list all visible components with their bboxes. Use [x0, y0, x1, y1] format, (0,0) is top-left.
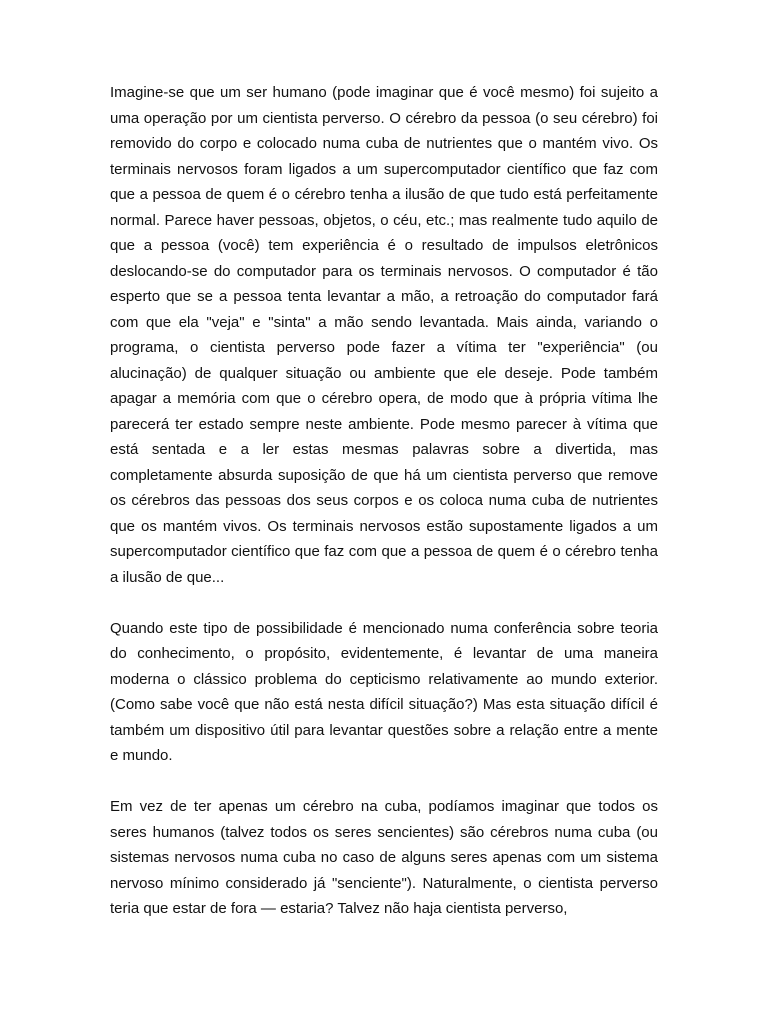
- document-page: [110, 80, 658, 947]
- paragraph-2: Quando este tipo de possibilidade é mencionado numa conferência sobre teoria do conhecimento, o propósito, evidentemente, é levantar de uma maneira moderna o clássico problema do cepticismo relativamente ao mundo exterior. (Como sabe você que não está nesta difícil situação?) Mas esta situação difícil é também um dispositivo útil para levantar questões sobre a relação entre a mente e mundo.: [110, 619, 658, 764]
- paragraph-1: Imagine-se que um ser humano (pode imaginar que é você mesmo) foi sujeito a uma operação por um cientista perverso. O cérebro da pessoa (o seu cérebro) foi removido do corpo e colocado numa cuba de nutrientes que o mantém vivo. Os terminais nervosos foram ligados a um supercomputador científico que faz com que a pessoa de quem é o cérebro tenha a ilusão de que tudo está perfeitamente normal. Parece haver pessoas, objetos, o céu, etc.; mas realmente tudo aquilo de que a pessoa (você) tem experiência é o resultado de impulsos eletrônicos deslocando-se do computador para os terminais nervosos. O computador é tão esperto que se a pessoa tenta levantar a mão, a retroação do computador fará com que ela "veja" e "sinta" a mão sendo levantada. Mais ainda, variando o programa, o cientista perverso pode fazer a vítima ter "experiência" (ou alucinação) de qualquer situação ou ambiente que ele deseje. Pode também apagar a memória com que o cérebro opera, de modo que à própria vítima lhe parecerá ter estado sempre neste ambiente. Pode mesmo parecer à vítima que está sentada e a ler estas mesmas palavras sobre a divertida, mas completamente absurda suposição de que há um cientista perverso que remove os cérebros das pessoas dos seus corpos e os coloca numa cuba de nutrientes que os mantém vivos. Os terminais nervosos estão supostamente ligados a um supercomputador científico que faz com que a pessoa de quem é o cérebro tenha a ilusão de que...: [110, 84, 658, 586]
- paragraph-3: Em vez de ter apenas um cérebro na cuba, podíamos imaginar que todos os seres humanos (talvez todos os seres sencientes) são cérebros numa cuba (ou sistemas nervosos numa cuba no caso de alguns seres apenas com um sistema nervoso mínimo considerado já "senciente"). Naturalmente, o cientista perverso teria que estar de fora — estaria? Talvez não haja cientista perverso,: [110, 798, 658, 917]
